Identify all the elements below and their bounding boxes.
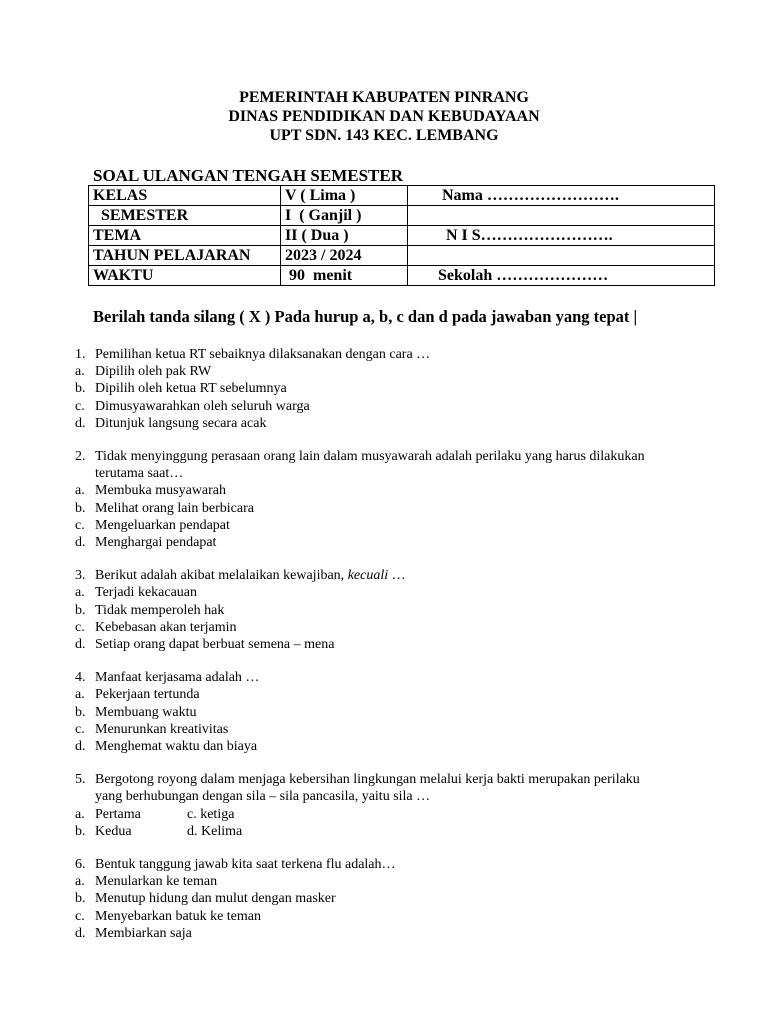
- question-text: Berikut adalah akibat melalaikan kewajiban,: [95, 568, 348, 584]
- option-b[interactable]: [75, 500, 715, 517]
- option-letter: c.: [75, 908, 85, 924]
- option-text: Pekerjaan tertunda: [95, 687, 200, 703]
- option-c[interactable]: [75, 721, 715, 738]
- option-letter: b.: [75, 704, 86, 720]
- option-letter: a.: [75, 806, 85, 822]
- exam-info-table: [88, 185, 715, 286]
- option-letter: d.: [75, 535, 86, 551]
- info-label: SEMESTER: [89, 206, 281, 226]
- option-letter: c.: [75, 721, 85, 737]
- option-b[interactable]: Kedua: [95, 823, 132, 839]
- option-letter: d.: [75, 415, 86, 431]
- option-text: Menularkan ke teman: [95, 874, 218, 890]
- option-text: Mengeluarkan pendapat: [95, 517, 230, 533]
- option-text: Terjadi kekacauan: [95, 585, 198, 601]
- option-letter: a.: [75, 874, 85, 890]
- info-extra-field: [408, 246, 715, 266]
- document-header: [0, 88, 768, 145]
- question-number: 1.: [75, 347, 86, 362]
- question-text-continued: yang berhubungan dengan sila – sila pancasila, yaitu sila …: [95, 789, 431, 805]
- option-c[interactable]: [75, 517, 715, 534]
- option-text: Membiarkan saja: [95, 925, 192, 941]
- option-text: Ditunjuk langsung secara acak: [95, 415, 267, 431]
- question-text-emphasis: kecuali: [347, 568, 389, 584]
- question-text: Tidak menyinggung perasaan orang lain dalam musyawarah adalah perilaku yang harus dilakukan: [95, 449, 645, 465]
- info-label: TEMA: [89, 226, 281, 246]
- info-row-tahun: [89, 246, 715, 266]
- option-text: Dipilih oleh pak RW: [95, 364, 212, 380]
- info-value: 2023 / 2024: [281, 246, 408, 266]
- option-a[interactable]: [75, 686, 715, 703]
- option-letter: d.: [75, 925, 86, 941]
- option-text: Setiap orang dapat berbuat semena – mena: [95, 637, 335, 653]
- option-c[interactable]: [75, 398, 715, 415]
- question-text: Manfaat kerjasama adalah …: [95, 670, 260, 686]
- option-letter: a.: [75, 483, 85, 499]
- question-list: [75, 346, 715, 958]
- option-d[interactable]: [75, 925, 715, 942]
- question-5: [75, 771, 715, 840]
- info-row-semester: [89, 206, 715, 226]
- option-a[interactable]: [75, 584, 715, 601]
- option-d[interactable]: [75, 636, 715, 653]
- option-d[interactable]: [75, 738, 715, 755]
- info-value: I ( Ganjil ): [281, 206, 408, 226]
- option-letter: c.: [75, 619, 85, 635]
- header-line-school: UPT SDN. 143 KEC. LEMBANG: [269, 127, 499, 144]
- option-letter: d.: [75, 637, 86, 653]
- question-2: [75, 448, 715, 551]
- option-text: Dimusyawarahkan oleh seluruh warga: [95, 398, 310, 414]
- question-text-continued: terutama saat…: [95, 466, 184, 482]
- info-row-tema: [89, 226, 715, 246]
- question-4: [75, 669, 715, 755]
- info-value: II ( Dua ): [281, 226, 408, 246]
- option-c[interactable]: c. ketiga: [187, 806, 235, 822]
- option-text: Dipilih oleh ketua RT sebelumnya: [95, 381, 287, 397]
- question-6: [75, 856, 715, 942]
- option-text: Menutup hidung dan mulut dengan masker: [95, 891, 336, 907]
- option-d[interactable]: [75, 534, 715, 551]
- question-text-tail: …: [388, 568, 406, 584]
- option-text: Membuang waktu: [95, 704, 197, 720]
- option-letter: b.: [75, 500, 86, 516]
- info-extra-field: [408, 206, 715, 226]
- info-extra-field: N I S…………………….: [408, 226, 715, 246]
- info-extra-field: Sekolah …………………: [408, 266, 715, 286]
- option-d[interactable]: d. Kelima: [187, 823, 243, 839]
- header-line-department: DINAS PENDIDIKAN DAN KEBUDAYAAN: [228, 108, 540, 125]
- option-a[interactable]: [75, 873, 715, 890]
- option-text: Tidak memperoleh hak: [95, 602, 225, 618]
- option-c[interactable]: [75, 619, 715, 636]
- question-number: 3.: [75, 568, 86, 584]
- info-row-waktu: [89, 266, 715, 286]
- option-letter: b.: [75, 381, 86, 397]
- option-letter: a.: [75, 585, 85, 601]
- option-letter: b.: [75, 891, 86, 907]
- exam-title: SOAL ULANGAN TENGAH SEMESTER: [93, 166, 404, 185]
- option-letter: a.: [75, 687, 85, 703]
- info-label: WAKTU: [89, 266, 281, 286]
- option-letter: b.: [75, 823, 86, 839]
- option-letter: a.: [75, 364, 85, 380]
- option-text: Menghargai pendapat: [95, 535, 217, 551]
- question-number: 4.: [75, 670, 86, 686]
- option-d[interactable]: [75, 415, 715, 432]
- option-c[interactable]: [75, 908, 715, 925]
- question-number: 2.: [75, 449, 86, 465]
- option-letter: c.: [75, 517, 85, 533]
- info-label: TAHUN PELAJARAN: [89, 246, 281, 266]
- info-extra-field: Nama …………………….: [408, 186, 715, 206]
- option-a[interactable]: Pertama: [95, 806, 141, 822]
- option-a[interactable]: [75, 482, 715, 499]
- question-text: Bentuk tanggung jawab kita saat terkena flu adalah…: [95, 857, 396, 873]
- option-letter: b.: [75, 602, 86, 618]
- question-3: [75, 567, 715, 653]
- option-b[interactable]: [75, 380, 715, 397]
- option-text: Kebebasan akan terjamin: [95, 619, 237, 635]
- option-b[interactable]: [75, 890, 715, 907]
- option-b[interactable]: [75, 602, 715, 619]
- option-letter: d.: [75, 739, 86, 755]
- option-letter: c.: [75, 398, 85, 414]
- question-text: Bergotong royong dalam menjaga kebersihan lingkungan melalui kerja bakti merupakan perilaku: [95, 772, 640, 788]
- option-text: Membuka musyawarah: [95, 483, 227, 499]
- question-text: Pemilihan ketua RT sebaiknya dilaksanakan dengan cara …: [95, 347, 431, 362]
- question-1: [75, 346, 715, 432]
- info-value: V ( Lima ): [281, 186, 408, 206]
- question-number: 6.: [75, 857, 86, 873]
- option-a[interactable]: [75, 363, 715, 380]
- info-label: KELAS: [89, 186, 281, 206]
- header-line-government: PEMERINTAH KABUPATEN PINRANG: [239, 89, 529, 106]
- option-text: Menurunkan kreativitas: [95, 721, 229, 737]
- option-b[interactable]: [75, 704, 715, 721]
- option-text: Melihat orang lain berbicara: [95, 500, 254, 516]
- instruction-text: Berilah tanda silang ( X ) Pada hurup a, b, c dan d pada jawaban yang tepat |: [93, 307, 638, 326]
- option-text: Menyebarkan batuk ke teman: [95, 908, 261, 924]
- option-text: Menghemat waktu dan biaya: [95, 739, 258, 755]
- question-number: 5.: [75, 772, 86, 788]
- info-value: 90 menit: [281, 266, 408, 286]
- info-row-kelas: [89, 186, 715, 206]
